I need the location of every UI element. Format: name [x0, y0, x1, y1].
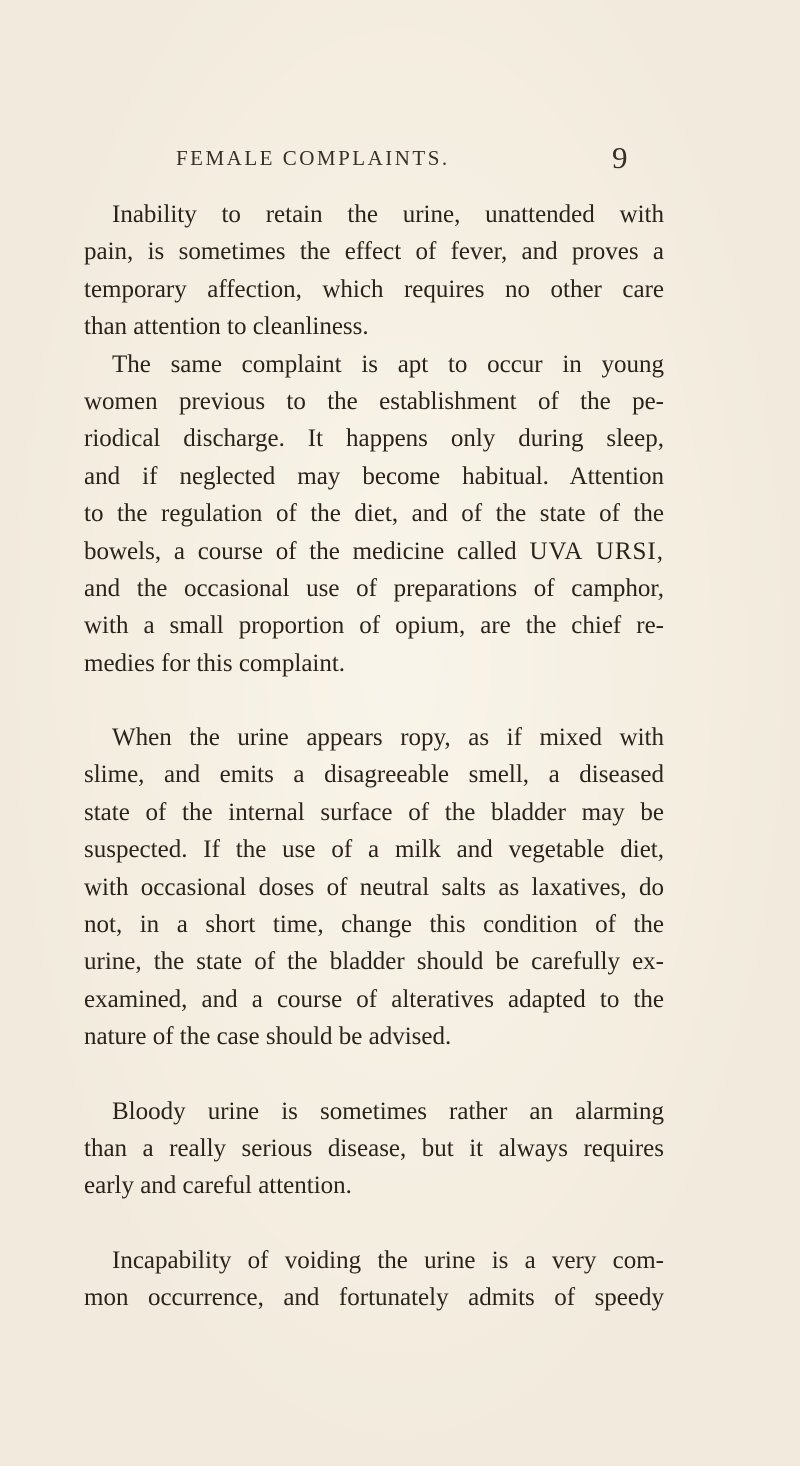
text-line: suspected. If the use of a milk and vegetable diet,: [84, 836, 664, 864]
text-line: state of the internal surface of the bladder may be: [84, 798, 664, 826]
text-line: pain, is sometimes the effect of fever, and proves a: [84, 238, 664, 266]
text-line: urine, the state of the bladder should be carefully ex-: [84, 948, 664, 976]
page-number: 9: [612, 140, 628, 175]
paragraph-gap: [84, 1205, 664, 1242]
paragraph-4: [84, 1093, 664, 1205]
medicine-term: UVA URSI,: [529, 537, 664, 565]
text-line: than a really serious disease, but it always requires: [84, 1134, 664, 1162]
text-line: The same complaint is apt to occur in young: [112, 350, 664, 378]
paragraph-5: [84, 1242, 664, 1317]
text-line-with-term: [84, 533, 664, 570]
text-line: not, in a short time, change this condition of the: [84, 911, 664, 939]
text-line: Inability to retain the urine, unattended with: [112, 201, 664, 228]
paragraph-1: [84, 196, 664, 346]
text-line: and if neglected may become habitual. Attention: [84, 462, 664, 490]
running-head: [0, 140, 800, 186]
text-line: medies for this complaint.: [84, 649, 346, 677]
body-text: [84, 196, 664, 1317]
text-fragment: bowels, a course of the medicine called: [84, 537, 517, 565]
text-line: Incapability of voiding the urine is a very com-: [112, 1246, 664, 1274]
text-line: mon occurrence, and fortunately admits of speedy: [84, 1284, 664, 1312]
text-line: with a small proportion of opium, are the chief re-: [84, 612, 664, 640]
paragraph-2: [84, 346, 664, 683]
text-line: and the occasional use of preparations of camphor,: [84, 574, 664, 602]
text-line: slime, and emits a disagreeable smell, a diseased: [84, 761, 664, 789]
text-line: early and careful attention.: [84, 1172, 352, 1200]
text-line: examined, and a course of alteratives adapted to the: [84, 985, 664, 1013]
paragraph-3: [84, 719, 664, 1056]
text-line: riodical discharge. It happens only during sleep,: [84, 425, 664, 453]
text-line: than attention to cleanliness.: [84, 313, 369, 341]
text-line: women previous to the establishment of the pe-: [84, 387, 664, 415]
text-line: with occasional doses of neutral salts as laxatives, do: [84, 873, 664, 901]
text-line: to the regulation of the diet, and of the state of the: [84, 500, 664, 528]
text-line: When the urine appears ropy, as if mixed with: [112, 724, 664, 752]
text-line: temporary affection, which requires no other care: [84, 275, 664, 303]
text-line: nature of the case should be advised.: [84, 1023, 452, 1051]
running-title: FEMALE COMPLAINTS.: [176, 146, 450, 170]
paragraph-gap: [84, 682, 664, 719]
paragraph-gap: [84, 1056, 664, 1093]
text-line: Bloody urine is sometimes rather an alarming: [112, 1097, 664, 1125]
